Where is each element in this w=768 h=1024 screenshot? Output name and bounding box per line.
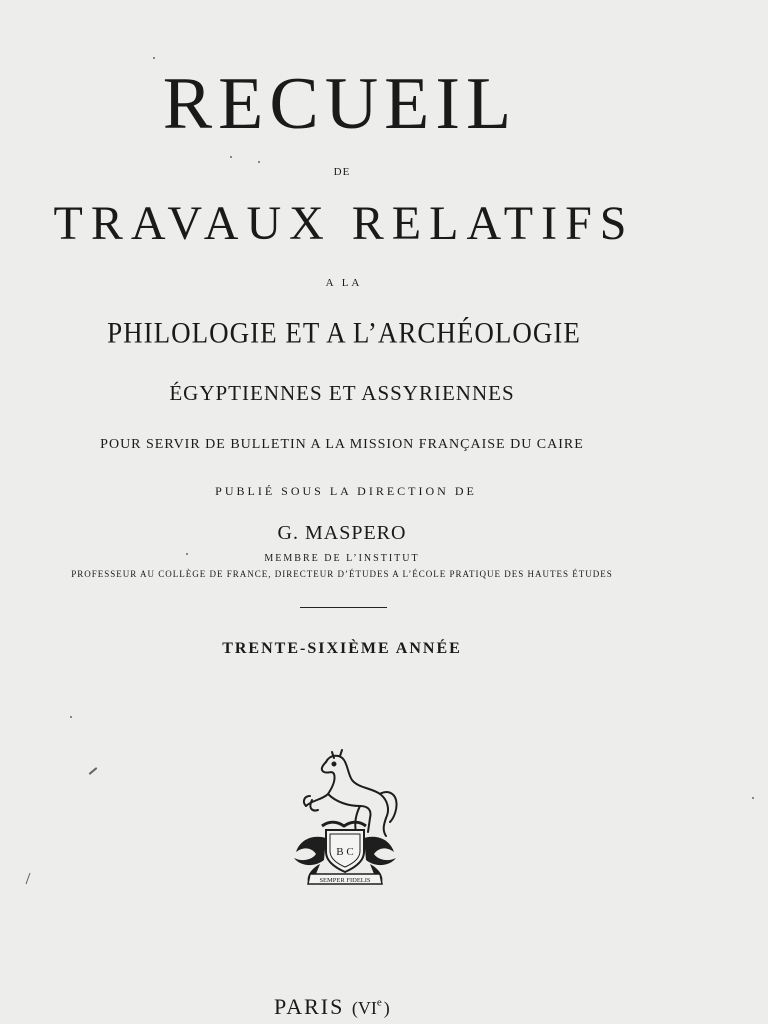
imprint-city: PARIS	[274, 994, 345, 1019]
imprint-arrondissement: (VI	[351, 998, 377, 1018]
imprint-arrondissement-close: )	[383, 998, 390, 1018]
subject-qualifier: ÉGYPTIENNES ET ASSYRIENNES	[169, 381, 515, 405]
connector-a-la: A LA	[325, 277, 363, 289]
scan-speck	[258, 161, 260, 163]
imprint-place	[274, 994, 390, 1020]
scan-speck	[153, 57, 155, 59]
horse-crest-bookplate-icon	[282, 748, 404, 890]
shield-letters: B C	[336, 846, 354, 858]
scan-speck	[89, 767, 98, 775]
editor-title-1: MEMBRE DE L’INSTITUT	[264, 553, 420, 564]
scan-speck	[186, 553, 188, 555]
connector-de: DE	[333, 166, 351, 178]
ribbon-motto: SEMPER FIDELIS	[319, 877, 371, 884]
divider-rule	[300, 607, 387, 608]
scan-speck	[230, 156, 232, 158]
subtitle: TRAVAUX RELATIFS	[53, 197, 635, 250]
scan-speck	[25, 873, 30, 885]
subject-line: PHILOLOGIE ET A L’ARCHÉOLOGIE	[107, 316, 581, 350]
main-title: RECUEIL	[162, 63, 518, 145]
imprint-arrondissement-sup: e	[376, 996, 384, 1009]
editor-title-2: PROFESSEUR AU COLLÈGE DE FRANCE, DIRECTEUR D’ÉTUDES A L’ÉCOLE PRATIQUE DES HAUTES ÉTUDES	[71, 569, 613, 579]
scan-speck	[752, 797, 754, 799]
editor-name: G. MASPERO	[277, 522, 407, 544]
purpose-line: POUR SERVIR DE BULLETIN A LA MISSION FRANÇAISE DU CAIRE	[100, 437, 584, 452]
direction-line: PUBLIÉ SOUS LA DIRECTION DE	[215, 484, 477, 498]
year-line: TRENTE-SIXIÈME ANNÉE	[222, 640, 462, 657]
scan-speck	[70, 716, 72, 718]
